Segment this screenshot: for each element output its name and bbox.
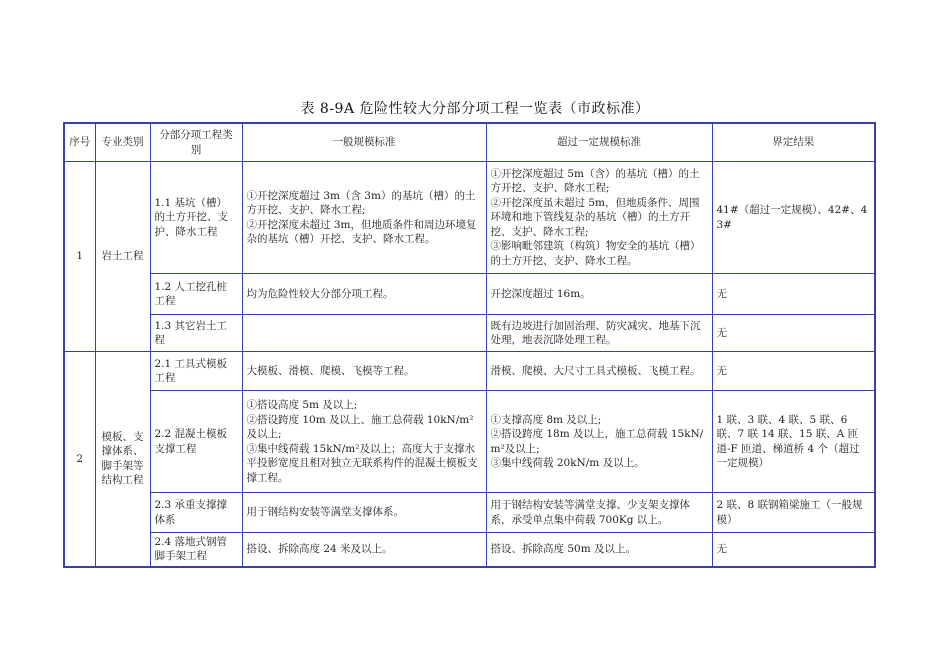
header-category: 专业类别: [95, 123, 150, 162]
item-cell: 2.4 落地式钢管脚手架工程: [150, 533, 242, 567]
over-standard-cell: 搭设、拆除高度 50m 及以上。: [486, 533, 712, 567]
over-standard-cell: 开挖深度超过 16m。: [486, 274, 712, 315]
group-no: 1: [64, 162, 95, 352]
header-item: 分部分项工程类别: [150, 123, 242, 162]
group-category: 模板、支撑体系、脚手架等结构工程: [95, 352, 150, 567]
general-standard-cell: 均为危险性较大分部分项工程。: [242, 274, 486, 315]
table-title: 表 8-9A 危险性较大分部分项工程一览表（市政标准）: [300, 101, 650, 117]
result-cell: 无: [712, 315, 875, 352]
general-standard-cell: 大模板、滑模、爬模、飞模等工程。: [242, 352, 486, 391]
table-row: [64, 162, 875, 274]
result-cell: 2 联、8 联钢箱梁施工（一般规模）: [712, 493, 875, 533]
item-cell: 2.1 工具式模板工程: [150, 352, 242, 391]
item-cell: 1.3 其它岩土工程: [150, 315, 242, 352]
result-cell: 41#（超过一定规模）、42#、43#: [712, 162, 875, 274]
general-standard-cell: ①开挖深度超过 3m（含 3m）的基坑（槽）的土方开挖、支护、降水工程; ②开挖深度未超过 3m，但地质条件和周边环境复杂的基坑（槽）开挖、支护、降水工程。: [242, 162, 486, 274]
result-cell: 无: [712, 274, 875, 315]
general-standard-cell: ①搭设高度 5m 及以上; ②搭设跨度 10m 及以上、施工总荷载 10kN/m²及以上; ③集中线荷载 15kN/m²及以上；高度大于支撑水平投影宽度且相对独立无联系构件的混凝土模板支撑工程。: [242, 391, 486, 493]
header-row: [64, 123, 875, 162]
header-result: 界定结果: [712, 123, 875, 162]
header-over: 超过一定规模标准: [486, 123, 712, 162]
result-cell: 无: [712, 352, 875, 391]
header-general: 一般规模标准: [242, 123, 486, 162]
over-standard-cell: ①支撑高度 8m 及以上; ②搭设跨度 18m 及以上，施工总荷载 15kN/m²及以上; ③集中线荷载 20kN/m 及以上。: [486, 391, 712, 493]
result-cell: 1 联、3 联、4 联、5 联、6 联、7 联 14 联、15 联、A 匝道-F 匝道、梯道桥 4 个（超过一定规模）: [712, 391, 875, 493]
item-cell: 1.1 基坑（槽）的土方开挖、支护、降水工程: [150, 162, 242, 274]
header-no: 序号: [64, 123, 95, 162]
table-row: [64, 352, 875, 391]
item-cell: 2.2 混凝土模板支撑工程: [150, 391, 242, 493]
table-row: [64, 493, 875, 533]
general-standard-cell: 搭设、拆除高度 24 米及以上。: [242, 533, 486, 567]
table-row: [64, 391, 875, 493]
item-cell: 2.3 承重支撑撑体系: [150, 493, 242, 533]
over-standard-cell: 既有边坡进行加固治理、防灾减灾、地基下沉处理，地表沉降处理工程。: [486, 315, 712, 352]
group-no: 2: [64, 352, 95, 567]
over-standard-cell: 滑模、爬模、大尺寸工具式模板、飞模工程。: [486, 352, 712, 391]
general-standard-cell: 用于钢结构安装等满堂支撑体系。: [242, 493, 486, 533]
hazard-table: [63, 122, 876, 568]
item-cell: 1.2 人工挖孔桩工程: [150, 274, 242, 315]
table-row: [64, 533, 875, 567]
group-category: 岩土工程: [95, 162, 150, 352]
table-row: [64, 315, 875, 352]
table-row: [64, 274, 875, 315]
general-standard-cell: [242, 315, 486, 352]
over-standard-cell: ①开挖深度超过 5m（含）的基坑（槽）的土方开挖、支护、降水工程; ②开挖深度虽未超过 5m，但地质条件、周围环境和地下管线复杂的基坑（槽）的土方开挖、支护、降水工程; ③影响毗邻建筑（构筑）物安全的基坑（槽）的土方开挖、支护、降水工程。: [486, 162, 712, 274]
over-standard-cell: 用于钢结构安装等满堂支撑、少支架支撑体系，承受单点集中荷载 700Kg 以上。: [486, 493, 712, 533]
result-cell: 无: [712, 533, 875, 567]
